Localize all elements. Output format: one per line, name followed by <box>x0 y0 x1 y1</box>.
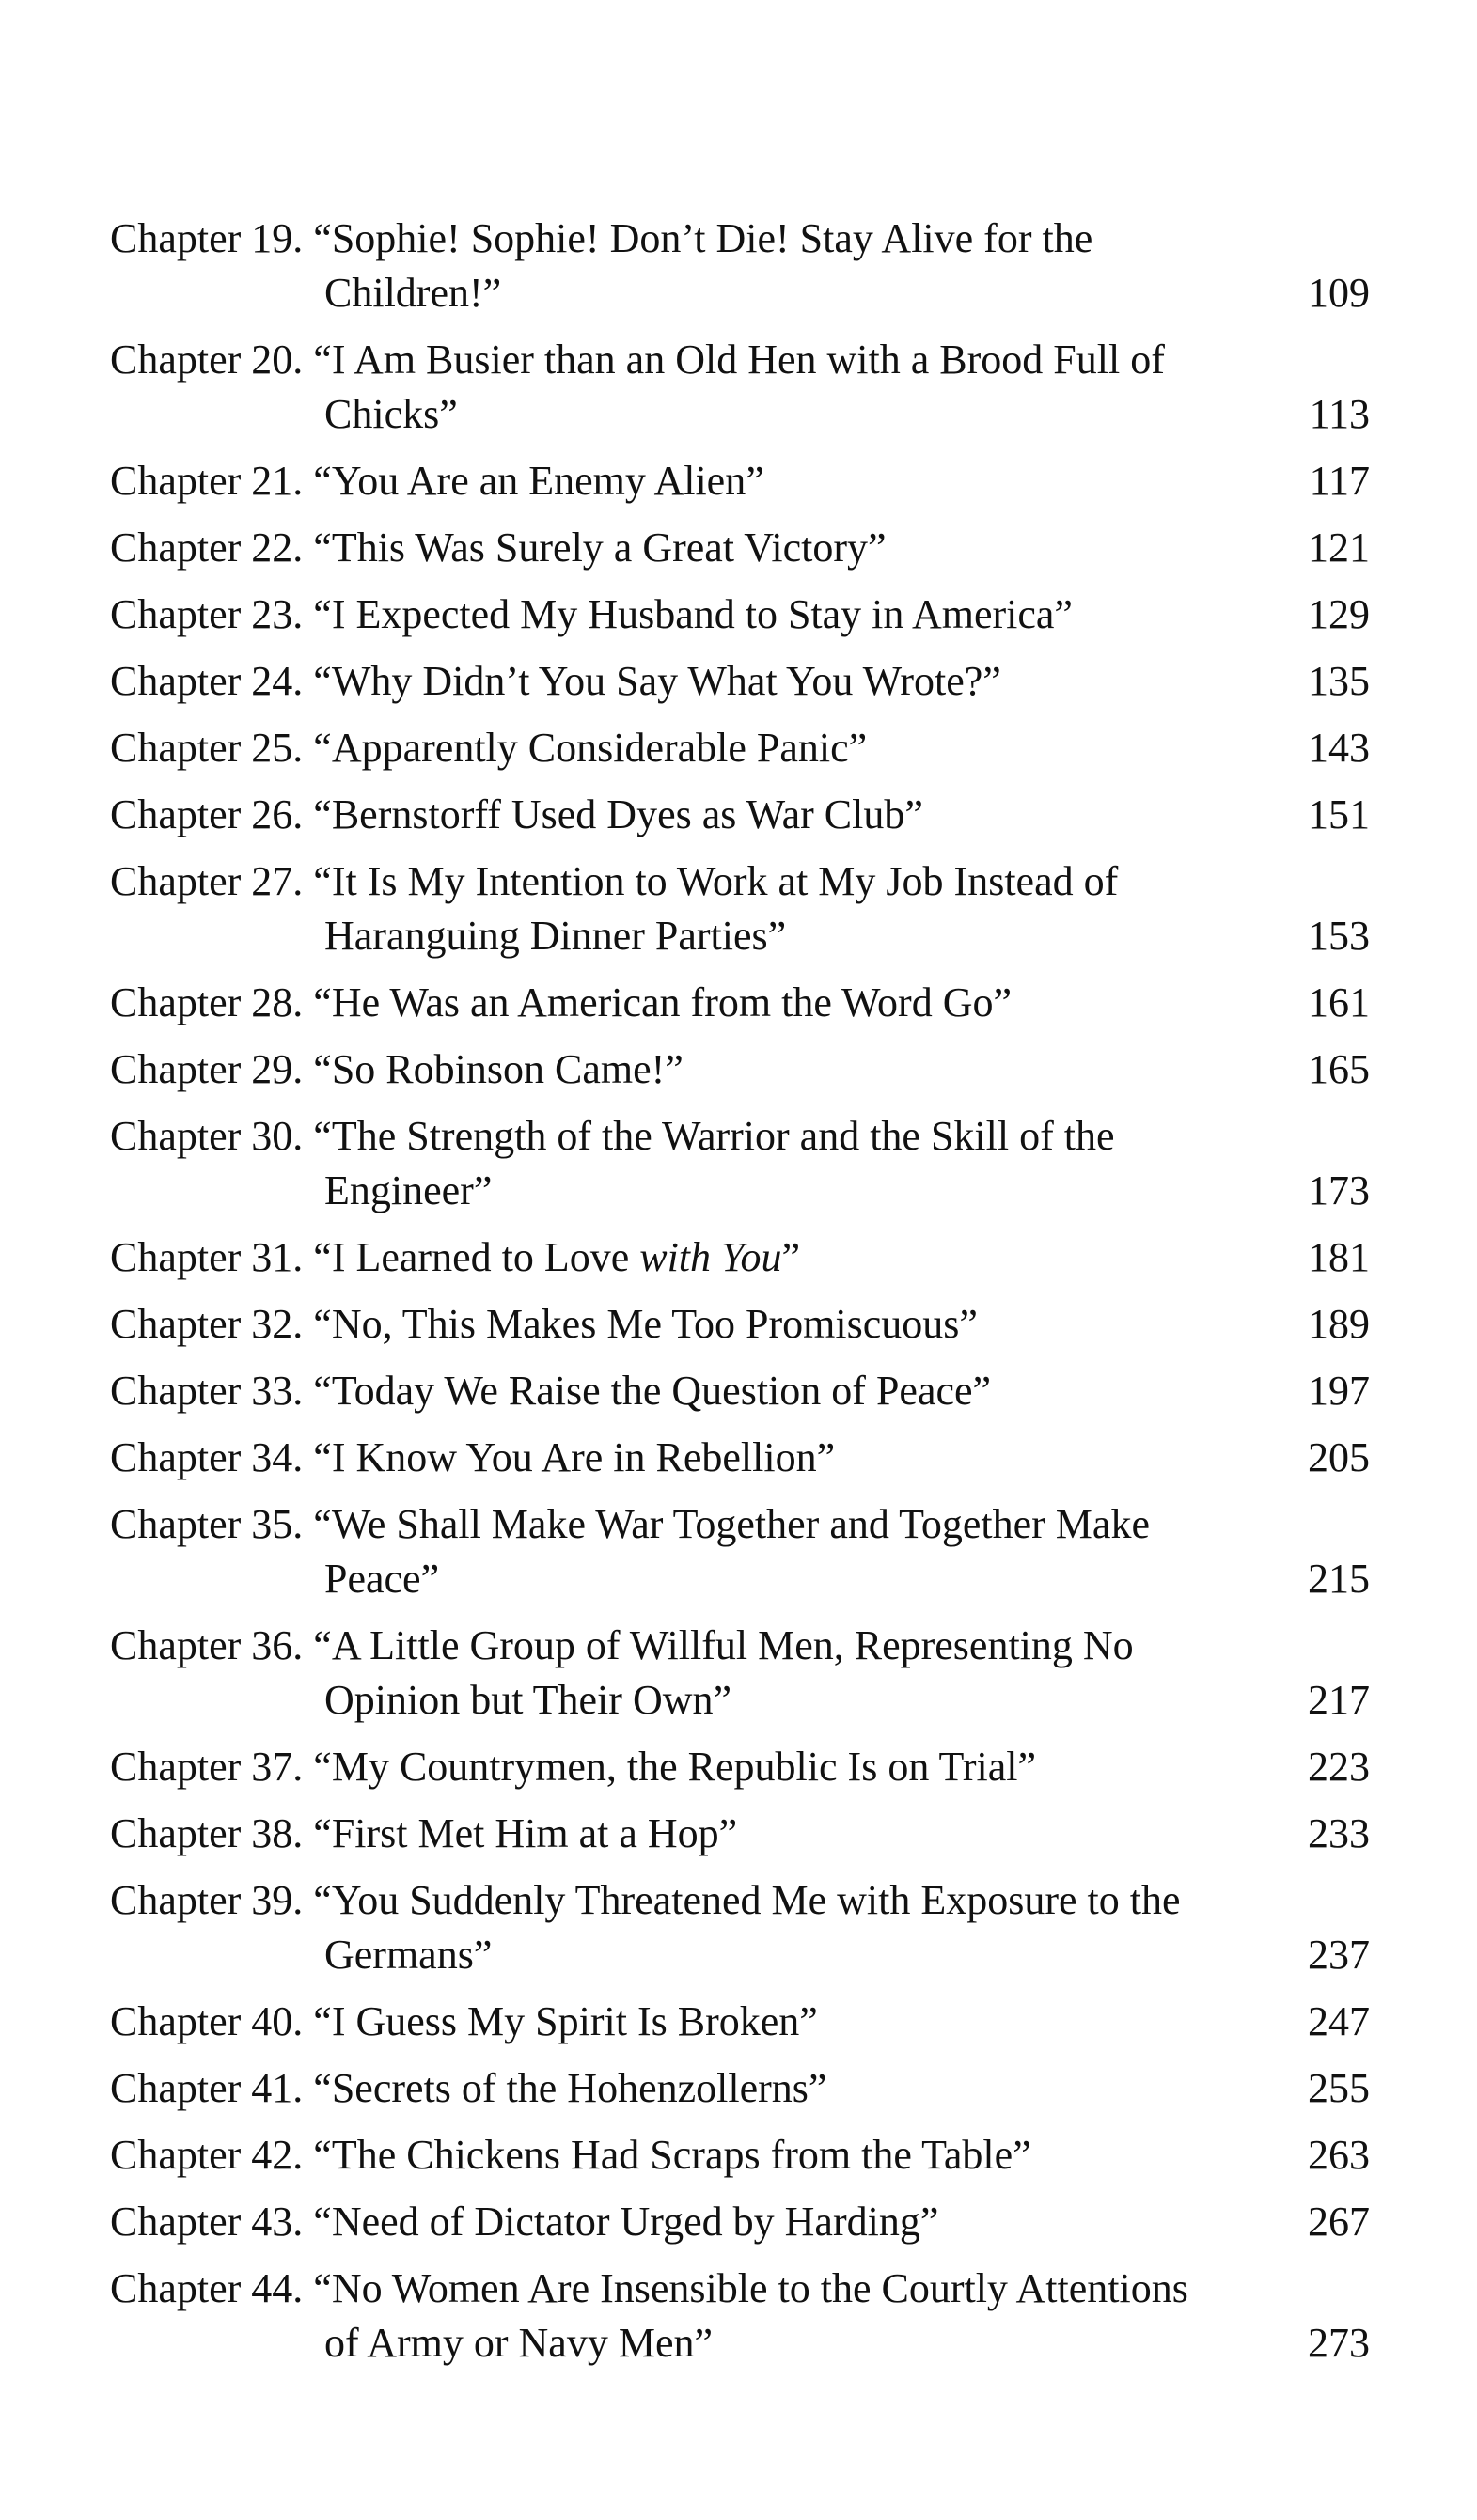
toc-entry-44 <box>110 2262 1370 2371</box>
chapter-number: Chapter 36. <box>110 1622 304 1668</box>
toc-entry-22 <box>110 521 1370 575</box>
chapter-title-start: “I Learned to Love <box>313 1234 640 1280</box>
page-number: 255 <box>1308 2065 1370 2111</box>
toc-entry-35 <box>110 1497 1370 1606</box>
toc-entry-42 <box>110 2128 1370 2183</box>
chapter-number: Chapter 22. <box>110 524 304 571</box>
chapter-number: Chapter 21. <box>110 458 304 504</box>
chapter-title: “We Shall Make War Together and Together Make Peace” <box>313 1501 1150 1602</box>
chapter-title: “The Chickens Had Scraps from the Table” <box>313 2132 1031 2178</box>
page-number: 109 <box>1308 270 1370 316</box>
chapter-title: “No, This Makes Me Too Promiscuous” <box>313 1301 978 1347</box>
chapter-title: “Bernstorff Used Dyes as War Club” <box>313 791 923 837</box>
chapter-title: “Need of Dictator Urged by Harding” <box>313 2199 939 2245</box>
toc-entry-36 <box>110 1619 1370 1728</box>
page-number: 267 <box>1308 2199 1370 2245</box>
page-number: 215 <box>1308 1556 1370 1602</box>
chapter-number: Chapter 41. <box>110 2065 304 2111</box>
page-number: 143 <box>1308 725 1370 771</box>
toc-entry-33 <box>110 1364 1370 1418</box>
table-of-contents <box>110 211 1370 2383</box>
toc-entry-21 <box>110 454 1370 509</box>
chapter-title: “The Strength of the Warrior and the Skill of the Engineer” <box>313 1113 1115 1213</box>
toc-entry-31 <box>110 1230 1370 1285</box>
chapter-title: “So Robinson Came!” <box>313 1046 684 1092</box>
toc-entry-20 <box>110 333 1370 442</box>
toc-entry-30 <box>110 1109 1370 1218</box>
page-number: 161 <box>1308 979 1370 1025</box>
toc-entry-32 <box>110 1297 1370 1352</box>
chapter-title: “A Little Group of Willful Men, Representing No Opinion but Their Own” <box>313 1622 1134 1723</box>
chapter-title: “I Know You Are in Rebellion” <box>313 1434 836 1480</box>
chapter-title: “My Countrymen, the Republic Is on Trial” <box>313 1744 1037 1790</box>
page-number: 151 <box>1308 791 1370 837</box>
chapter-title: “He Was an American from the Word Go” <box>313 979 1013 1025</box>
page-number: 247 <box>1308 1998 1370 2044</box>
chapter-title: “No Women Are Insensible to the Courtly Attentions of Army or Navy Men” <box>313 2265 1188 2366</box>
page-number: 217 <box>1308 1677 1370 1723</box>
chapter-title <box>313 1234 800 1280</box>
chapter-number: Chapter 25. <box>110 725 304 771</box>
toc-entry-29 <box>110 1042 1370 1097</box>
chapter-title-italic: with You <box>639 1234 782 1280</box>
chapter-number: Chapter 43. <box>110 2199 304 2245</box>
chapter-number: Chapter 38. <box>110 1810 304 1856</box>
chapter-number: Chapter 39. <box>110 1877 304 1923</box>
chapter-title: “You Suddenly Threatened Me with Exposure to the Germans” <box>313 1877 1181 1978</box>
chapter-number: Chapter 20. <box>110 337 304 383</box>
chapter-number: Chapter 26. <box>110 791 304 837</box>
page-number: 223 <box>1308 1744 1370 1790</box>
page-number: 173 <box>1308 1167 1370 1213</box>
chapter-number: Chapter 19. <box>110 215 304 261</box>
chapter-number: Chapter 30. <box>110 1113 304 1159</box>
chapter-title: “I Guess My Spirit Is Broken” <box>313 1998 818 2044</box>
chapter-number: Chapter 37. <box>110 1744 304 1790</box>
chapter-title: “Apparently Considerable Panic” <box>313 725 868 771</box>
chapter-title: “Why Didn’t You Say What You Wrote?” <box>313 658 1001 704</box>
chapter-number: Chapter 29. <box>110 1046 304 1092</box>
page-number: 117 <box>1309 458 1370 504</box>
toc-entry-24 <box>110 654 1370 709</box>
page-number: 237 <box>1308 1932 1370 1978</box>
toc-entry-27 <box>110 854 1370 963</box>
toc-entry-38 <box>110 1807 1370 1861</box>
chapter-number: Chapter 32. <box>110 1301 304 1347</box>
chapter-title: “You Are an Enemy Alien” <box>313 458 764 504</box>
page-number: 153 <box>1308 913 1370 959</box>
chapter-number: Chapter 44. <box>110 2265 304 2311</box>
chapter-title: “Today We Raise the Question of Peace” <box>313 1368 992 1414</box>
chapter-title: “Secrets of the Hohenzollerns” <box>313 2065 827 2111</box>
chapter-title: “I Am Busier than an Old Hen with a Brood Full of Chicks” <box>313 337 1165 437</box>
toc-entry-28 <box>110 976 1370 1030</box>
chapter-number: Chapter 40. <box>110 1998 304 2044</box>
toc-entry-19 <box>110 211 1370 321</box>
chapter-title: “First Met Him at a Hop” <box>313 1810 738 1856</box>
chapter-number: Chapter 35. <box>110 1501 304 1547</box>
page-number: 233 <box>1308 1810 1370 1856</box>
page-number: 181 <box>1308 1234 1370 1280</box>
toc-entry-39 <box>110 1873 1370 1982</box>
page-number: 129 <box>1308 591 1370 637</box>
chapter-number: Chapter 28. <box>110 979 304 1025</box>
chapter-number: Chapter 24. <box>110 658 304 704</box>
page-number: 165 <box>1308 1046 1370 1092</box>
toc-entry-34 <box>110 1431 1370 1485</box>
page-number: 197 <box>1308 1368 1370 1414</box>
chapter-number: Chapter 31. <box>110 1234 304 1280</box>
chapter-title: “This Was Surely a Great Victory” <box>313 524 887 571</box>
page-number: 135 <box>1308 658 1370 704</box>
chapter-number: Chapter 34. <box>110 1434 304 1480</box>
chapter-number: Chapter 42. <box>110 2132 304 2178</box>
chapter-number: Chapter 33. <box>110 1368 304 1414</box>
chapter-title: “It Is My Intention to Work at My Job Instead of Haranguing Dinner Parties” <box>313 858 1119 959</box>
toc-entry-23 <box>110 587 1370 642</box>
chapter-title: “Sophie! Sophie! Don’t Die! Stay Alive for the Children!” <box>313 215 1093 316</box>
chapter-title: “I Expected My Husband to Stay in America” <box>313 591 1073 637</box>
page-number: 273 <box>1308 2320 1370 2366</box>
page-number: 205 <box>1308 1434 1370 1480</box>
toc-entry-43 <box>110 2195 1370 2249</box>
toc-entry-37 <box>110 1740 1370 1794</box>
chapter-number: Chapter 27. <box>110 858 304 904</box>
toc-entry-40 <box>110 1995 1370 2049</box>
page-number: 113 <box>1309 391 1370 437</box>
toc-entry-25 <box>110 721 1370 775</box>
page-number: 263 <box>1308 2132 1370 2178</box>
page-number: 121 <box>1308 524 1370 571</box>
page-number: 189 <box>1308 1301 1370 1347</box>
chapter-number: Chapter 23. <box>110 591 304 637</box>
chapter-title-end: ” <box>781 1234 800 1280</box>
toc-entry-26 <box>110 788 1370 842</box>
toc-entry-41 <box>110 2061 1370 2116</box>
